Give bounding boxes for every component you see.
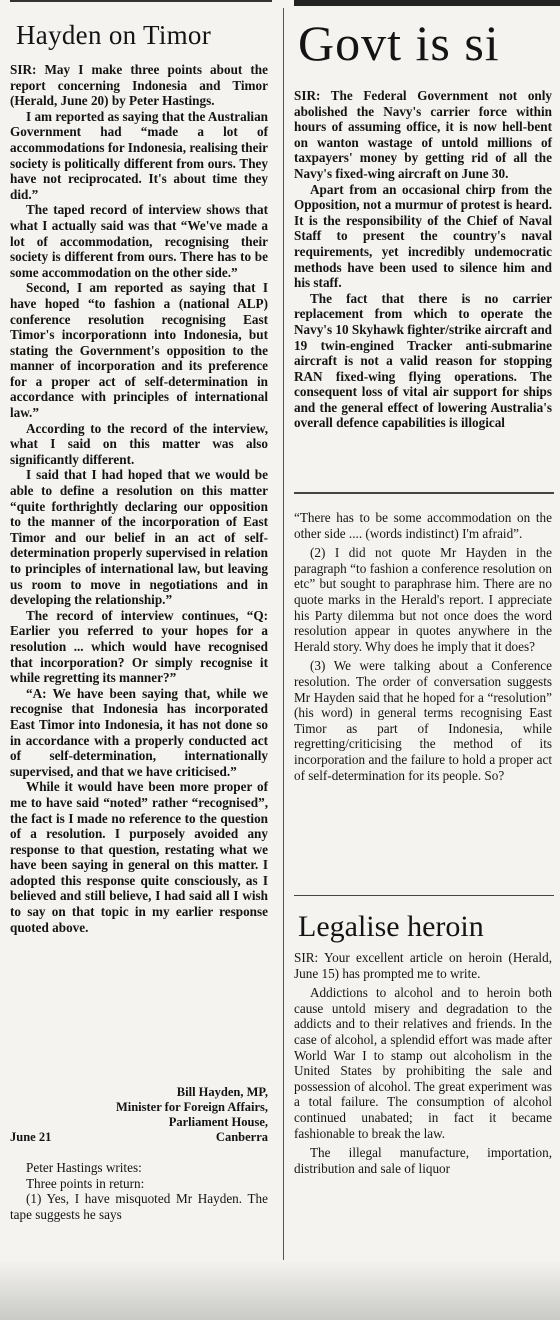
paragraph: The fact that there is no carrier replacement from which to operate the Navy's 10 Skyhawk fighter/strike aircraft and 19 twin-engined Tracker anti-submarine aircraft is not a valid reason for stopping RAN fixed-wing flying operations. The consequent loss of vital air support for ships and the general effect of lowering Australia's overall defence capabilities is illogical — [294, 290, 553, 431]
signature-date: June 21 — [10, 1130, 52, 1144]
paragraph: I am reported as saying that the Australian Government had “made a lot of accommodations for Indonesia, realising their society is politically different from ours. They have not reciprocated. It's about time they did.” — [10, 108, 268, 202]
signature-title: Minister for Foreign Affairs, — [115, 1100, 268, 1114]
column-divider — [283, 8, 284, 1270]
paragraph: According to the record of the interview, what I said on this matter was also significantly different. — [10, 420, 268, 467]
paragraph: SIR: Your excellent article on heroin (Herald, June 15) has prompted me to write. — [294, 950, 552, 981]
signature-city: Canberra — [215, 1130, 268, 1144]
signature-name: Bill Hayden, MP, — [176, 1085, 268, 1099]
reply-continued — [294, 510, 552, 783]
letter-heading: Govt is si — [298, 15, 500, 71]
paragraph: The taped record of interview shows that what I actually said was that “We've made a lot of accommodation, recognising their society is different from ours. There has to be some accommodation on the other side.” — [10, 202, 268, 280]
scan-edge — [0, 1260, 560, 1320]
reply-subhead: Three points in return: — [26, 1175, 145, 1191]
paragraph: “A: We have been saying that, while we recognise that Indonesia has incorporated East Timor into Indonesia, it has not done so in accordance with a properly conducted act of self-determination, internationally supervised, and that we have criticised.” — [10, 685, 268, 779]
paragraph: “There has to be some accommodation on the other side .... (words indistinct) I'm afraid”. — [294, 510, 552, 541]
letter-body — [294, 88, 552, 431]
signature-dateline — [10, 1130, 268, 1145]
letter-heading: Legalise heroin — [298, 910, 484, 943]
paragraph: (2) I did not quote Mr Hayden in the paragraph “to fashion a conference resolution on etc” but sought to paraphrase him. There are no quote marks in the Herald's report. I appreciate his Party dilemma but not once does the word resolution appear in quotes anywhere in the Herald story. Why does he imply that it does? — [294, 545, 552, 654]
paragraph: The record of interview continues, “Q: Earlier you referred to your hopes for a resolution ... which would have recognised that incorporation? Or simply recognise it while regretting its manner?” — [10, 607, 268, 686]
paragraph: While it would have been more proper of me to have said “noted” rather “recognised”, the fact is I made no reference to the question of a resolution. I purposely avoided any response to that question, restating what we have been saying in general on this matter. I adopted this response quite consciously, as I believed and still believe, I had said all I wish to say on that topic in my earlier response quoted above. — [10, 779, 268, 935]
paragraph: SIR: May I make three points about the report concerning Indonesia and Timor (Herald, June 20) by Peter Hastings. — [10, 62, 268, 109]
reply-body — [10, 1160, 268, 1222]
reply-intro: Peter Hastings writes: — [26, 1160, 142, 1175]
section-rule — [294, 895, 554, 896]
letter-heading: Hayden on Timor — [16, 20, 212, 50]
signature-block — [10, 1085, 268, 1145]
paragraph: I said that I had hoped that we would be able to define a resolution on this matter “quite forthrightly declaring our opposition to the manner of the incorporation of East Timor and our belief in an act of self-determination properly supervised in relation to principles of international law, but leaving us room to move in negotiations and in developing the relationship.” — [10, 467, 268, 608]
paragraph: Second, I am reported as saying that I have hoped “to fashion a (national ALP) conference resolution recognising East Timor's incorporationn into Indonesia, but stating the Government's opposition to the manner of incorporation and its preference for a proper act of self-determination in accordance with principles of international law.” — [10, 280, 268, 421]
paragraph: The illegal manufacture, importation, distribution and sale of liquor — [294, 1145, 552, 1176]
paragraph: (3) We were talking about a Conference resolution. The order of conversation suggests Mr Hayden said that he hoped for a “resolution” (his word) in general terms recognising East Timor as part of Indonesia, while regretting/criticising the method of its incorporation and the failure to hold a proper act of self-determination for its people. So? — [294, 658, 552, 783]
letter-column-navy — [294, 0, 560, 1320]
letter-body — [10, 62, 268, 935]
letter-column-hayden — [10, 0, 272, 1320]
paragraph: Addictions to alcohol and to heroin both cause untold misery and degradation to the addicts and to their relatives and friends. In the case of alcohol, a splendid effort was made after World War I to stamp out alcoholism in the United States by prohibiting the sale and possession of alcohol. The great experiment was a total failure. The consumption of alcohol continued unabated; in fact it became fashionable to break the law. — [294, 985, 552, 1141]
paragraph: (1) Yes, I have misquoted Mr Hayden. The tape suggests he says — [10, 1191, 268, 1222]
section-rule — [294, 492, 554, 494]
top-rule — [10, 0, 272, 2]
paragraph: SIR: The Federal Government not only abolished the Navy's carrier force within hours of assuming office, it is now hell-bent on wanton wastage of untold millions of taxpayers' money by getting rid of all the Navy's fixed-wing aircraft on June 30. — [294, 88, 552, 181]
top-rule — [294, 0, 560, 6]
signature-place: Parliament House, — [168, 1115, 268, 1129]
paragraph: Apart from an occasional chirp from the Opposition, not a murmur of protest is heard. It is the responsibility of the Chief of Naval Staff to present the country's naval requirements, yet incredibly undemocratic methods have been used to silence him and his staff. — [294, 181, 552, 291]
letter-body — [294, 950, 552, 1176]
